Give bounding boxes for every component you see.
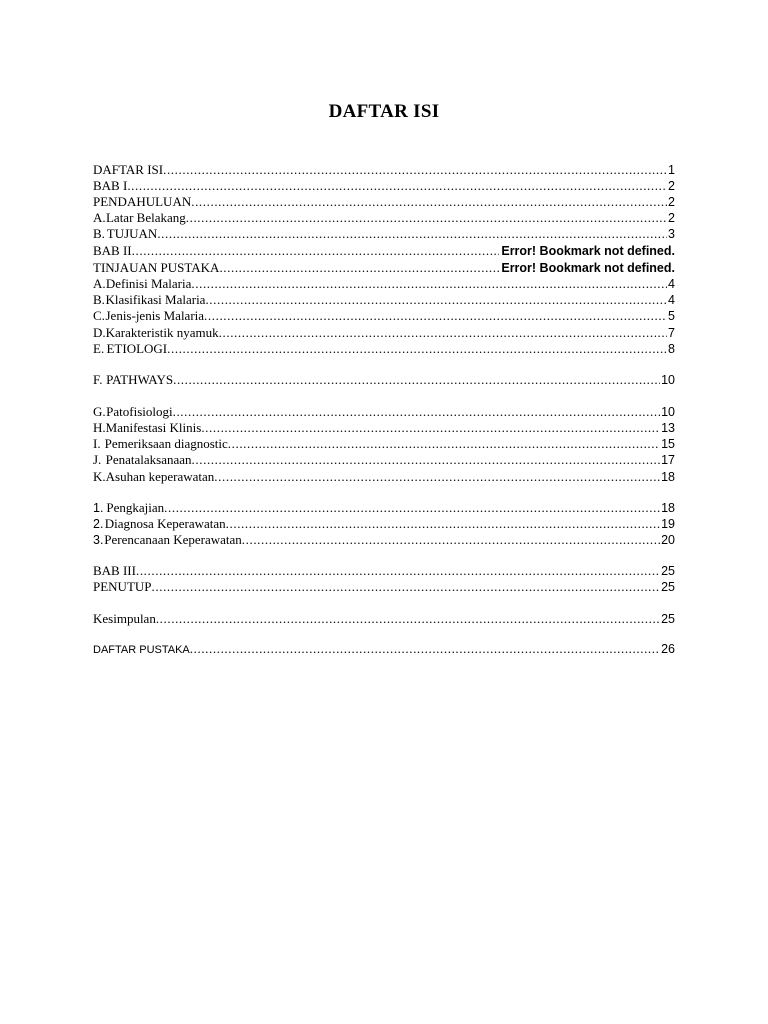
dot-leader — [226, 516, 660, 532]
toc-entry[interactable] — [93, 404, 675, 420]
toc-entry-marker: B. — [93, 292, 105, 307]
toc-entry-text: Pengkajian — [106, 500, 165, 515]
toc-entry[interactable] — [93, 260, 675, 276]
toc-entry-marker: 3. — [93, 533, 104, 547]
toc-entry-text: Pemeriksaan diagnostic — [104, 436, 228, 451]
toc-entry-text: TUJUAN — [106, 226, 158, 241]
toc-entry[interactable] — [93, 194, 675, 210]
toc-entry-marker: E. — [93, 341, 105, 356]
dot-leader — [132, 243, 500, 259]
toc-entry-marker: I. — [93, 436, 101, 451]
dot-leader — [163, 162, 667, 178]
toc-entry-marker: 2. — [93, 517, 104, 531]
toc-entry-text: BAB III — [93, 563, 136, 578]
toc-entry[interactable] — [93, 276, 675, 292]
toc-entry-text: Manifestasi Klinis — [105, 420, 202, 435]
bookmark-error-text: Error! Bookmark not defined. — [501, 244, 675, 258]
toc-page-number: 25 — [661, 580, 675, 594]
toc-entry-marker: D. — [93, 325, 106, 340]
toc-entry[interactable] — [93, 372, 675, 388]
toc-page-number: 4 — [668, 277, 675, 291]
toc-page-number: 3 — [668, 227, 675, 241]
toc-page-number: 2 — [668, 211, 675, 225]
dot-leader — [167, 341, 667, 357]
toc-entry-text: Karakteristik nyamuk — [105, 325, 219, 340]
toc-page-number: 18 — [661, 501, 675, 515]
toc-page-number: 25 — [661, 612, 675, 626]
toc-entry-marker: B. — [93, 226, 105, 241]
dot-leader — [242, 532, 660, 548]
toc-entry[interactable] — [93, 579, 675, 595]
toc-page-number: 2 — [668, 179, 675, 193]
toc-entry-marker: 1. — [93, 501, 104, 515]
toc-entry-text: Diagnosa Keperawatan — [104, 516, 226, 531]
toc-entry[interactable] — [93, 469, 675, 485]
dot-leader — [152, 579, 661, 595]
toc-entry-marker: K. — [93, 469, 106, 484]
toc-page-number: 25 — [661, 564, 675, 578]
toc-entry[interactable] — [93, 452, 675, 468]
toc-entry[interactable] — [93, 500, 675, 516]
toc-entry-marker: C. — [93, 308, 105, 323]
toc-entry[interactable] — [93, 226, 675, 242]
toc-entry-text: Definisi Malaria — [105, 276, 192, 291]
toc-entry[interactable] — [93, 178, 675, 194]
toc-entry[interactable] — [93, 420, 675, 436]
toc-entry[interactable] — [93, 436, 675, 452]
toc-page-number: 8 — [668, 342, 675, 356]
toc-entry[interactable] — [93, 563, 675, 579]
toc-entry-text: PENDAHULUAN — [93, 194, 192, 209]
toc-entry[interactable] — [93, 243, 675, 259]
toc-entry-text: DAFTAR ISI — [93, 162, 164, 177]
toc-page-number: 20 — [661, 533, 675, 547]
toc-entry[interactable] — [93, 341, 675, 357]
toc-page-number: 1 — [668, 163, 675, 177]
dot-leader — [173, 372, 660, 388]
toc-entry-text: ETIOLOGI — [106, 341, 168, 356]
toc-entry-text: BAB II — [93, 243, 132, 258]
dot-leader — [204, 308, 667, 324]
toc-page-number: 17 — [661, 453, 675, 467]
toc-entry[interactable] — [93, 308, 675, 324]
toc-entry[interactable] — [93, 292, 675, 308]
toc-page-number: 10 — [661, 405, 675, 419]
toc-entry-text: Klasifikasi Malaria — [105, 292, 206, 307]
dot-leader — [205, 292, 667, 308]
toc-page-number: 2 — [668, 195, 675, 209]
toc-page-number: 13 — [661, 421, 675, 435]
dot-leader — [156, 611, 660, 627]
dot-leader — [201, 420, 660, 436]
toc-page-number: 26 — [661, 642, 675, 656]
bookmark-error-text: Error! Bookmark not defined. — [501, 261, 675, 275]
dot-leader — [219, 260, 499, 276]
toc-entry-text: PATHWAYS — [106, 372, 174, 387]
toc-page-number: 18 — [661, 470, 675, 484]
dot-leader — [173, 404, 660, 420]
toc-entry-text: DAFTAR PUSTAKA — [93, 644, 190, 656]
toc-entry[interactable] — [93, 532, 675, 548]
toc-entry-marker: G. — [93, 404, 106, 419]
toc-entry[interactable] — [93, 325, 675, 341]
toc-page-number: 5 — [668, 309, 675, 323]
dot-leader — [192, 452, 661, 468]
toc-entry-text: Penatalaksanaan — [105, 452, 192, 467]
dot-leader — [214, 469, 660, 485]
toc-page-number: 4 — [668, 293, 675, 307]
dot-leader — [228, 436, 660, 452]
toc-entry-text: BAB I — [93, 178, 128, 193]
dot-leader — [186, 210, 667, 226]
toc-entry-marker: A. — [93, 276, 106, 291]
dot-leader — [191, 276, 667, 292]
toc-entry-marker: H. — [93, 420, 106, 435]
dot-leader — [127, 178, 667, 194]
toc-entry[interactable] — [93, 641, 675, 657]
toc-page-number: 7 — [668, 326, 675, 340]
toc-entry-text: Patofisiologi — [106, 404, 173, 419]
page-title: DAFTAR ISI — [328, 101, 440, 122]
toc-entry-text: TINJAUAN PUSTAKA — [93, 260, 220, 275]
dot-leader — [190, 641, 660, 657]
dot-leader — [157, 226, 667, 242]
dot-leader — [191, 194, 667, 210]
toc-entry-text: PENUTUP — [93, 579, 152, 594]
toc-entry-marker: A. — [93, 210, 106, 225]
toc-page-number: 15 — [661, 437, 675, 451]
toc-entry[interactable] — [93, 210, 675, 226]
toc-entry[interactable] — [93, 162, 675, 178]
toc-entry-text: Perencanaan Keperawatan — [104, 532, 242, 547]
toc-entry[interactable] — [93, 611, 675, 627]
dot-leader — [136, 563, 660, 579]
toc-entry-text: Latar Belakang — [105, 210, 186, 225]
toc-entry-marker: F. — [93, 372, 103, 387]
toc-page-number: 10 — [661, 373, 675, 387]
toc-entry-text: Asuhan keperawatan — [105, 469, 215, 484]
toc-entry-marker: J. — [93, 452, 102, 467]
toc-entry[interactable] — [93, 516, 675, 532]
toc-entry-text: Kesimpulan — [93, 611, 156, 626]
toc-page-number: 19 — [661, 517, 675, 531]
toc-entry-text: Jenis-jenis Malaria — [105, 308, 205, 323]
dot-leader — [164, 500, 660, 516]
dot-leader — [219, 325, 667, 341]
